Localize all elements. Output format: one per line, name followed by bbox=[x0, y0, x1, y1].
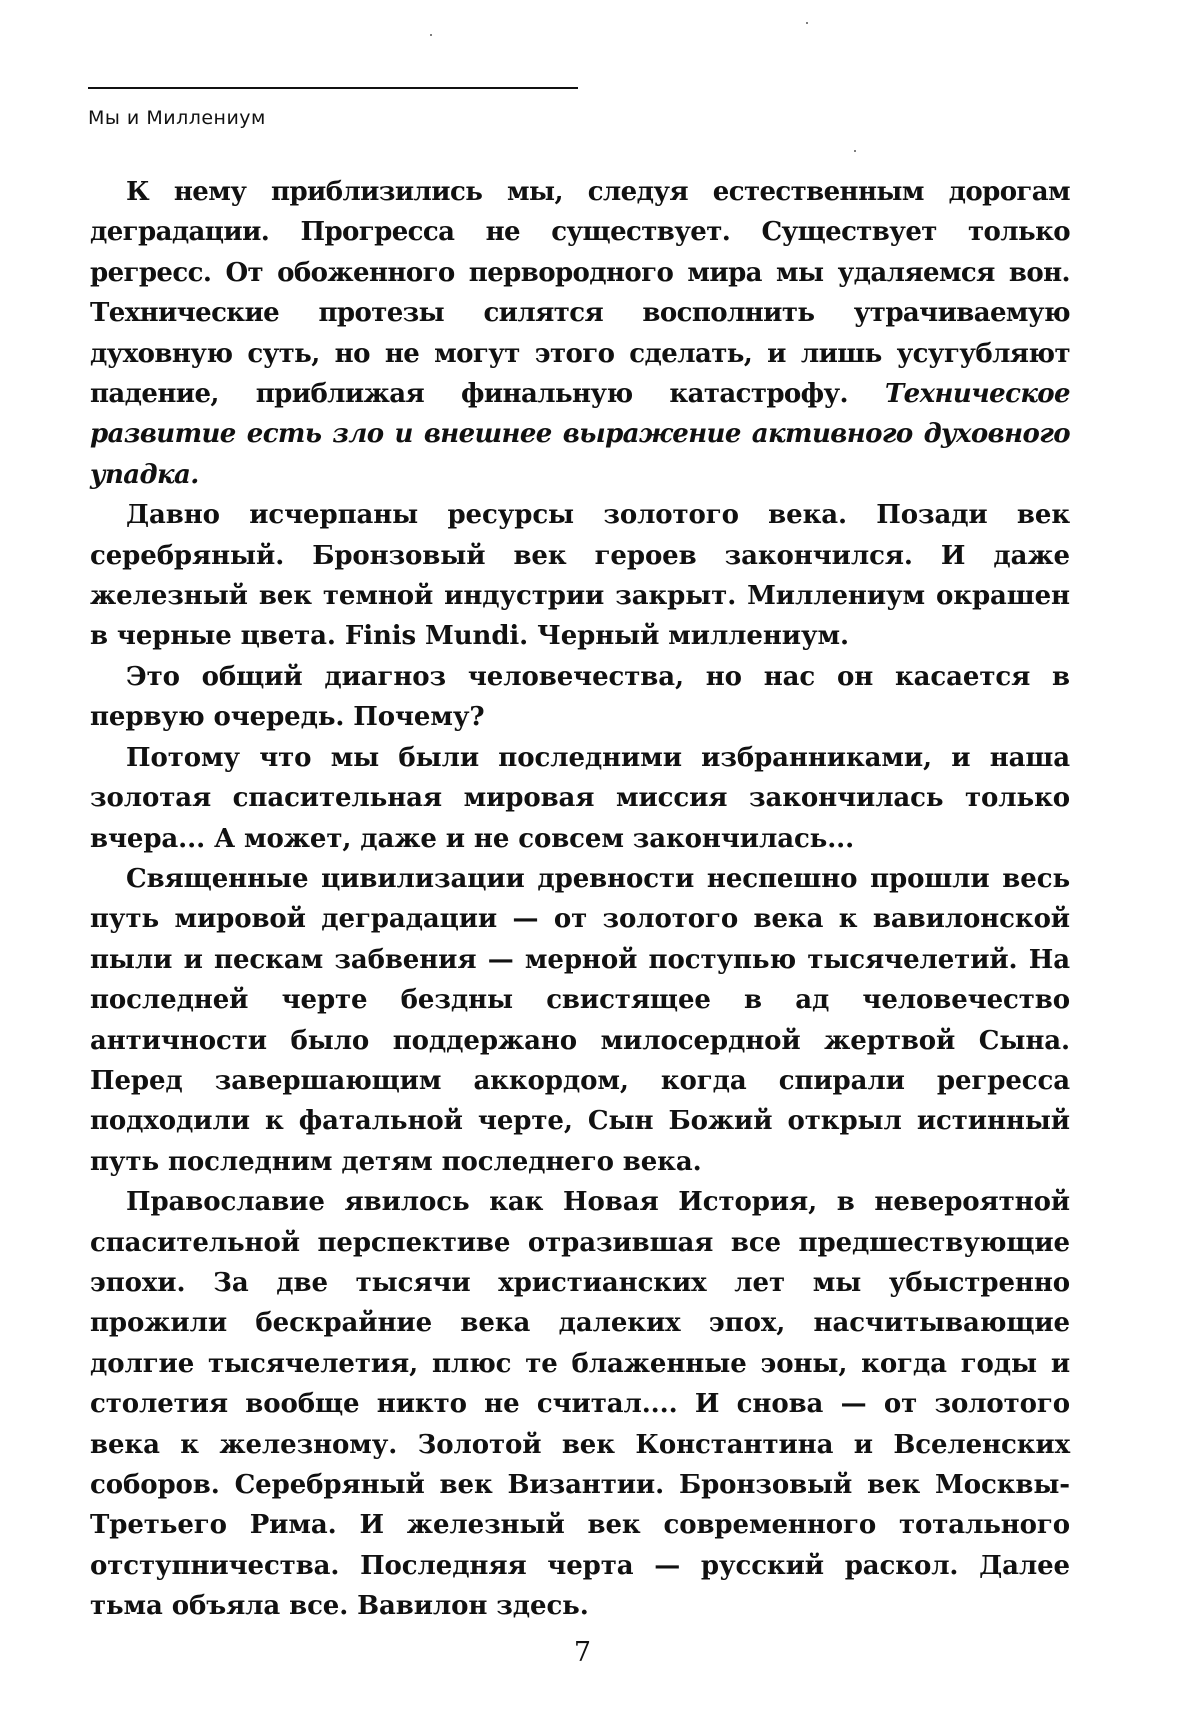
emphasized-text: Техническое развитие есть зло и внешнее выражение активного духовного упадка. bbox=[90, 379, 1070, 490]
scan-speck bbox=[430, 34, 432, 36]
scan-speck bbox=[806, 22, 808, 24]
paragraph-text: К нему приблизились мы, следуя естественным дорогам деградации. Прогресса не существует. Существует только регресс. От обоженного первородного мира мы удаляемся вон. Технические протезы силятся восполнить утрачиваемую духовную суть, но не могут этого сделать, и лишь усугубляют падение, приближая финальную катастрофу. bbox=[90, 177, 1070, 410]
scan-speck bbox=[854, 150, 856, 152]
running-head: Мы и Миллениум bbox=[88, 107, 266, 129]
body-text bbox=[90, 172, 1070, 1627]
paragraph: Это общий диагноз человечества, но нас он касается в первую очередь. Почему? bbox=[90, 661, 1070, 733]
paragraph: Священные цивилизации древности неспешно прошли весь путь мировой деградации — от золотого века к вавилонской пыли и пескам забвения — мерной поступью тысячелетий. На последней черте бездны свистящее в ад человечество античности было поддержано милосердной жертвой Сына. Перед завершающим аккордом, когда спирали регресса подходили к фатальной черте, Сын Божий открыл истинный путь последним детям последнего века. bbox=[90, 863, 1070, 1177]
paragraph: Давно исчерпаны ресурсы золотого века. Позади век серебряный. Бронзовый век героев закончился. И даже железный век темной индустрии закрыт. Миллениум окрашен в черные цвета. Finis Mundi. Черный миллениум. bbox=[90, 500, 1070, 652]
paragraph: Православие явилось как Новая История, в невероятной спасительной перспективе отразившая все предшествующие эпохи. За две тысячи христианских лет мы убыстренно прожили бескрайние века далеких эпох, насчитывающие долгие тысячелетия, плюс те блаженные эоны, когда годы и столетия вообще никто не считал.... И снова — от золотого века к железному. Золотой век Константина и Вселенских соборов. Серебряный век Византии. Бронзовый век Москвы-Третьего Рима. И железный век современного тотального отступничества. Последняя черта — русский раскол. Далее тьма объяла все. Вавилон здесь. bbox=[90, 1187, 1070, 1622]
page-number: 7 bbox=[573, 1637, 592, 1668]
paragraph bbox=[90, 172, 1070, 495]
paragraph: Потому что мы были последними избранниками, и наша золотая спасительная мировая миссия закончилась только вчера... А может, даже и не совсем закончилась... bbox=[90, 742, 1070, 854]
header-rule bbox=[88, 87, 578, 89]
